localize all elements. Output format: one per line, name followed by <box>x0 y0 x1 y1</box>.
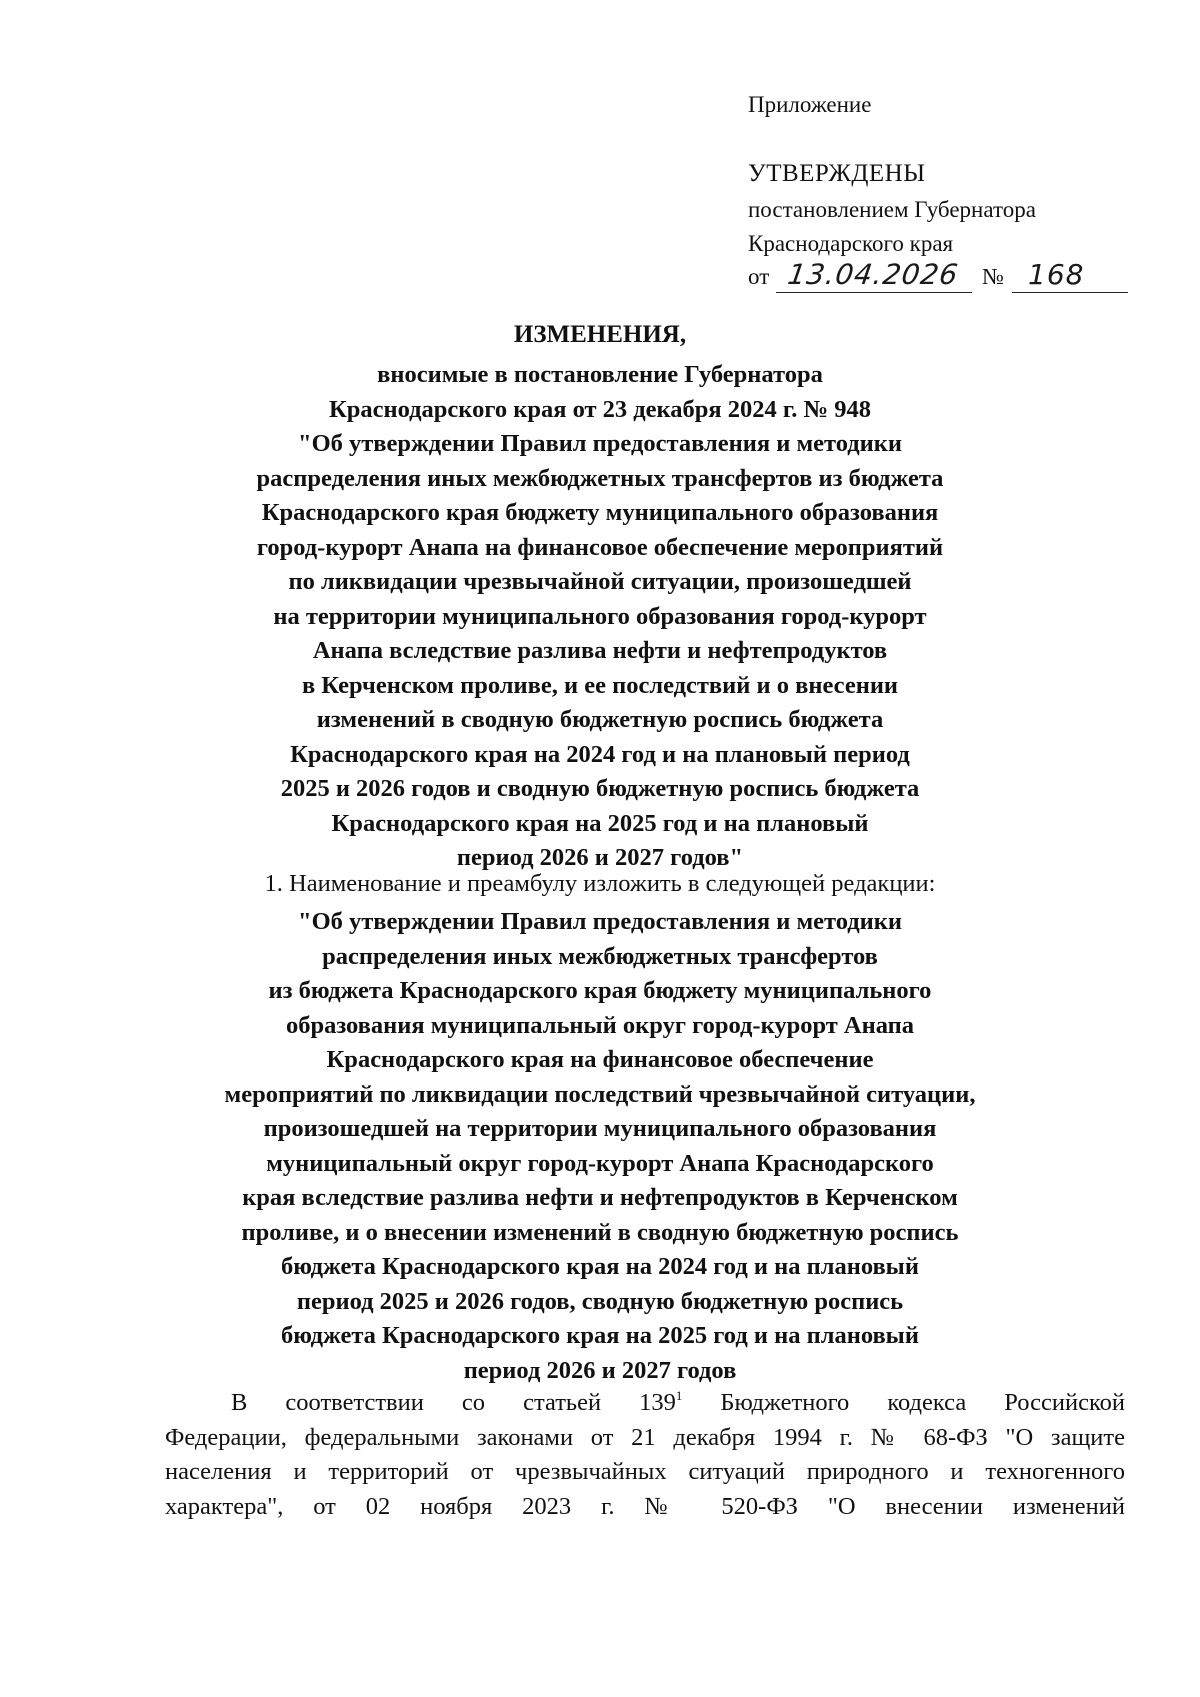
body-paragraph <box>165 1386 1125 1524</box>
approval-line-1: постановлением Губернатора <box>748 197 1036 222</box>
body-line-1-a: В соответствии со статьей 139 <box>231 1389 676 1416</box>
new-title-line-5: Краснодарского края на финансовое обеспечение <box>326 1046 874 1073</box>
approval-title: УТВЕРЖДЕНЫ <box>748 160 926 187</box>
handwritten-date: 13.04.2026 <box>785 258 961 291</box>
subtitle-line-10: в Керченском проливе, и ее последствий и о внесении <box>301 671 899 699</box>
new-title-line-2: распределения иных межбюджетных трансфертов <box>322 942 878 970</box>
new-title-line-11: бюджета Краснодарского края на 2024 год и на плановый <box>281 1253 919 1280</box>
subtitle-line-13: 2025 и 2026 годов и сводную бюджетную роспись бюджета <box>280 775 920 802</box>
new-title-line-12: период 2025 и 2026 годов, сводную бюджетную роспись <box>296 1287 904 1315</box>
body-line-3: населения и территорий от чрезвычайных ситуаций природного и техногенного <box>165 1458 1125 1485</box>
body-line-1 <box>165 1386 1125 1421</box>
new-title-line-7: произошедшей на территории муниципального образования <box>263 1115 937 1142</box>
subtitle-line-6: город-курорт Анапа на финансовое обеспечение мероприятий <box>256 533 944 561</box>
new-title-line-13: бюджета Краснодарского края на 2025 год и на плановый <box>281 1322 919 1349</box>
document-heading <box>120 318 1080 353</box>
subtitle-line-1: вносимые в постановление Губернатора <box>377 361 823 388</box>
new-title-line-4: образования муниципальный округ город-курорт Анапа <box>285 1011 915 1039</box>
number-underline <box>1012 292 1128 293</box>
subtitle-line-15: период 2026 и 2027 годов" <box>456 844 744 871</box>
approval-line-2: Краснодарского края <box>748 231 954 256</box>
new-title-line-9: края вследствие разлива нефти и нефтепродуктов в Керченском <box>242 1184 958 1211</box>
subtitle-line-5: Краснодарского края бюджету муниципального образования <box>261 499 939 526</box>
body-line-4: характера", от 02 ноября 2023 г. № 520-ФЗ "О внесении изменений <box>165 1492 1125 1520</box>
new-title-line-3: из бюджета Краснодарского края бюджету муниципального <box>268 977 932 1004</box>
subtitle-line-3: "Об утверждении Правил предоставления и методики <box>297 430 903 457</box>
new-title-line-1: "Об утверждении Правил предоставления и методики <box>297 908 903 935</box>
subtitle-line-2: Краснодарского края от 23 декабря 2024 г. № 948 <box>328 395 872 423</box>
approval-date-line <box>748 258 1148 296</box>
article-superscript: 1 <box>675 1388 683 1403</box>
subtitle-line-11: изменений в сводную бюджетную роспись бюджета <box>316 706 884 733</box>
handwritten-number: 168 <box>1028 258 1085 291</box>
item-1-intro: 1. Наименование и преамбулу изложить в следующей редакции: <box>264 870 936 897</box>
subtitle-line-9: Анапа вследствие разлива нефти и нефтепродуктов <box>312 637 888 664</box>
number-sign: № <box>982 264 1004 289</box>
subtitle-line-14: Краснодарского края на 2025 год и на плановый <box>331 809 869 837</box>
appendix-label: Приложение <box>748 92 872 117</box>
new-title-block <box>120 905 1080 1388</box>
subtitle-line-4: распределения иных межбюджетных трансфертов из бюджета <box>256 464 944 492</box>
body-line-1-b: Бюджетного кодекса Российской <box>682 1389 1126 1416</box>
document-subtitle <box>120 358 1080 876</box>
subtitle-line-8: на территории муниципального образования город-курорт <box>273 602 927 630</box>
new-title-line-10: проливе, и о внесении изменений в сводную бюджетную роспись <box>241 1218 959 1246</box>
heading-text: ИЗМЕНЕНИЯ, <box>513 321 687 348</box>
new-title-line-8: муниципальный округ город-курорт Анапа Краснодарского <box>266 1149 934 1177</box>
subtitle-line-7: по ликвидации чрезвычайной ситуации, произошедшей <box>288 568 912 595</box>
subtitle-line-12: Краснодарского края на 2024 год и на плановый период <box>290 740 910 768</box>
new-title-line-14: период 2026 и 2027 годов <box>463 1356 737 1384</box>
body-line-2: Федерации, федеральными законами от 21 декабря 1994 г. № 68-ФЗ "О защите <box>165 1423 1125 1451</box>
date-underline <box>776 292 972 293</box>
new-title-line-6: мероприятий по ликвидации последствий чрезвычайной ситуации, <box>224 1080 976 1108</box>
date-prefix: от <box>748 264 770 289</box>
